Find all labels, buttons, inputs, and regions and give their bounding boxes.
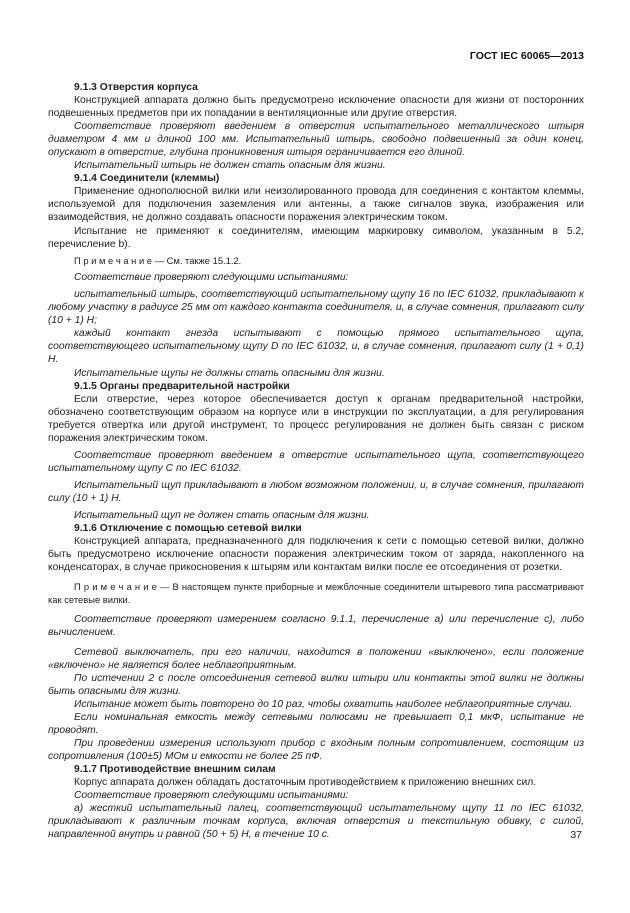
section-heading-9-1-7: 9.1.7 Противодействие внешним силам xyxy=(74,763,276,775)
paragraph: Соответствие проверяют следующими испытаниями: xyxy=(74,790,349,802)
document-body xyxy=(48,81,584,841)
paragraph: Соответствие проверяют введением в отверстия испытательного металлического штыря диаметром 4 мм и длиной 100 мм. Испытательный штырь, свободно подвешенный за один конец, опускают в отверстие, глубина проникновения штыря ограничивается его длиной. xyxy=(48,121,584,159)
paragraph: Испытательный щуп не должен стать опасным для жизни. xyxy=(74,510,370,521)
paragraph: Конструкцией аппарата, предназначенного для подключения к сети с помощью сетевой вилки, должно быть предусмотрено исключение опасности поражения электрическим током от заряда, накопленного на конденсаторах, в случае прикосновения к штырям или контактам вилки после ее отсоединения от розетки. xyxy=(48,536,584,574)
paragraph: Сетевой выключатель, при его наличии, находится в положении «выключено», если положение «включено» не является более неблагоприятным. xyxy=(48,646,584,671)
paragraph: Если отверстие, через которое обеспечивается доступ к органам предварительной настройки, обозначено соответствующим образом на корпусе или в инструкции по эксплуатации, а для регулирования требуется отвертка или другой инструмент, то процесс регулирования не должен быть связан с риском поражения электрическим током. xyxy=(48,393,584,444)
paragraph: каждый контакт гнезда испытывают с помощью прямого испытательного щупа, соответствующего испытательному щупу D по IEC 61032, и, в случае сомнения, прилагают силу (1 + 0,1) Н. xyxy=(48,328,584,366)
section-heading-9-1-4: 9.1.4 Соединители (клеммы) xyxy=(74,173,220,185)
paragraph: Если номинальная емкость между сетевыми полюсами не превышает 0,1 мкФ, испытание не проводят. xyxy=(48,711,584,736)
page-number: 37 xyxy=(570,829,582,841)
paragraph: Испытание может быть повторено до 10 раз, чтобы охватить наиболее неблагоприятные случаи. xyxy=(74,698,573,710)
section-heading-9-1-6: 9.1.6 Отключение с помощью сетевой вилки xyxy=(74,523,302,535)
paragraph: Корпус аппарата должен обладать достаточным противодействием к приложению внешних сил. xyxy=(74,776,537,788)
note: П р и м е ч а н и е — См. также 15.1.2. xyxy=(74,254,242,266)
paragraph: Испытательные щупы не должны стать опасными для жизни. xyxy=(74,367,385,379)
section-heading-9-1-5: 9.1.5 Органы предварительной настройки xyxy=(74,380,290,392)
paragraph: а) жесткий испытательный палец, соответствующий испытательному щупу 11 по IEC 61032, прикладывают к различным точкам корпуса, включая отверстия и текстильную обивку, с силой, направленной внутрь и равной (50 + 5) Н, в течение 10 с. xyxy=(48,803,584,841)
paragraph: Применение однополюсной вилки или неизолированного провода для соединения с контактом клеммы, используемой для подключения заземления или антенны, а также сигналов звука, изображения или взаимодействия, не должно создавать опасности поражения электрическим током. xyxy=(48,186,584,224)
section-heading-9-1-3: 9.1.3 Отверстия корпуса xyxy=(74,82,198,93)
paragraph: испытательный штырь, соответствующий испытательному щупу 16 по IEC 61032, прикладывают к любому участку в радиусе 25 мм от каждого контакта соединителя, и, в случае сомнения, прилагают силу (10 + 1) Н; xyxy=(48,289,584,327)
paragraph: Соответствие проверяют введением в отверстие испытательного щупа, соответствующего испытательному щупу C по IEC 61032. xyxy=(48,449,584,474)
paragraph: Испытание не применяют к соединителям, имеющим маркировку символом, указанным в 5.2, перечисление b). xyxy=(48,225,584,250)
paragraph: Соответствие проверяют следующими испытаниями: xyxy=(74,272,349,284)
paragraph: По истечении 2 с после отсоединения сетевой вилки штыри или контакты этой вилки не должны быть опасными для жизни. xyxy=(48,672,584,697)
paragraph: Испытательный щуп прикладывают в любом возможном положении, и, в случае сомнения, прилагают силу (10 + 1) Н. xyxy=(48,479,584,504)
paragraph: Конструкцией аппарата должно быть предусмотрено исключение опасности для жизни от посторонних подвешенных предметов при их попадании в вентиляционные или другие отверстия. xyxy=(48,95,584,120)
paragraph: При проведении измерения используют прибор с входным полным сопротивлением, состоящим из сопротивления (100±5) МОм и емкости не более 25 пФ. xyxy=(48,737,584,762)
paragraph: Соответствие проверяют измерением согласно 9.1.1, перечисление а) или перечисление с), либо вычислением. xyxy=(48,614,584,639)
note: П р и м е ч а н и е — В настоящем пункте приборные и межблочные соединители штыревого типа рассматривают как сетевые вилки. xyxy=(48,581,584,605)
document-header-id: ГОСТ IEC 60065—2013 xyxy=(469,50,584,62)
paragraph: Испытательный штырь не должен стать опасным для жизни. xyxy=(74,160,386,172)
